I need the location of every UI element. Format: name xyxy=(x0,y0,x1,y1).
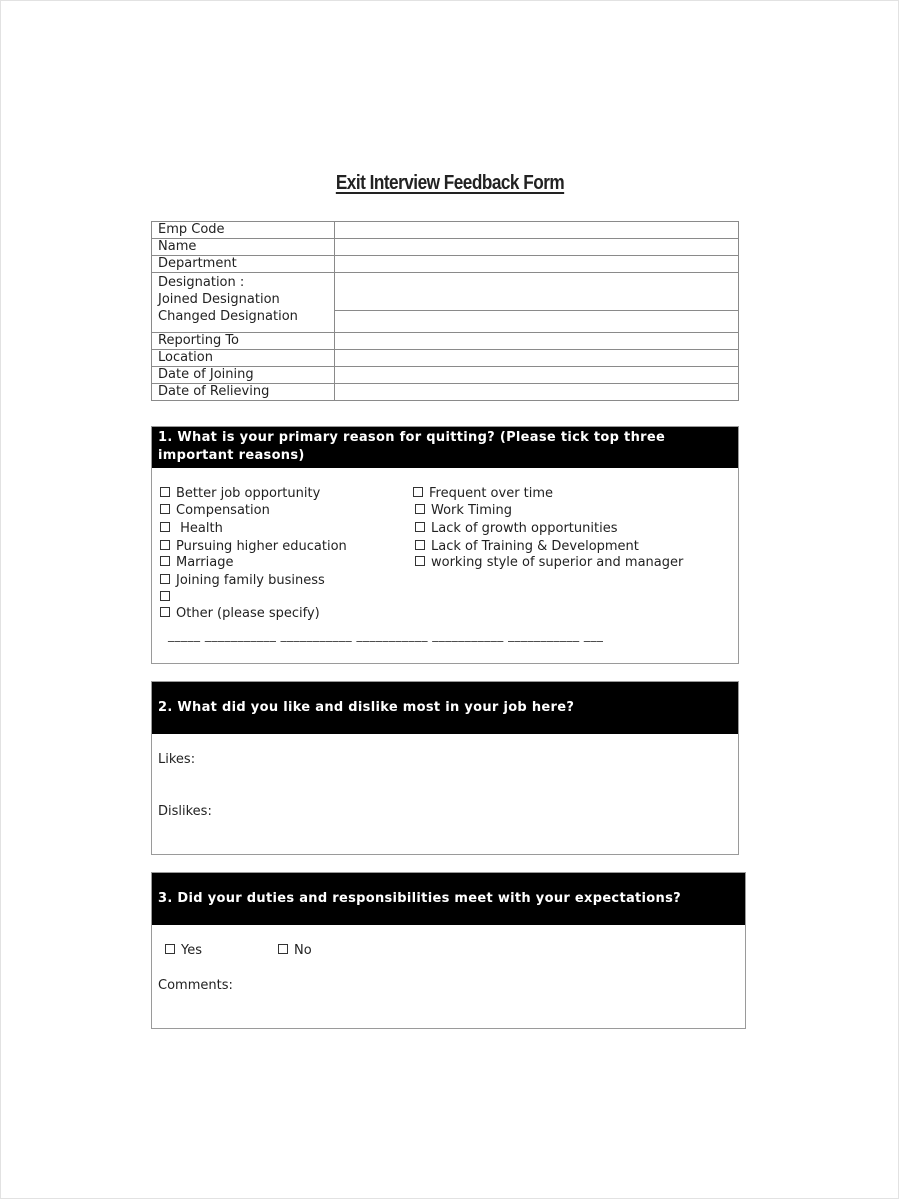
department-field[interactable] xyxy=(335,256,739,273)
option-no[interactable]: No xyxy=(278,943,312,959)
table-row xyxy=(152,384,739,401)
designation-label-cell xyxy=(152,273,335,333)
option-blank[interactable] xyxy=(160,590,176,606)
table-row xyxy=(152,239,739,256)
option-marriage[interactable]: Marriage xyxy=(160,555,233,571)
checkbox-icon[interactable] xyxy=(415,556,425,566)
field-label: Date of Joining xyxy=(152,367,335,384)
location-field[interactable] xyxy=(335,350,739,367)
option-lack-training[interactable]: Lack of Training & Development xyxy=(415,539,639,555)
name-field[interactable] xyxy=(335,239,739,256)
question-2-body xyxy=(152,734,738,854)
checkbox-icon[interactable] xyxy=(160,591,170,601)
checkbox-icon[interactable] xyxy=(160,522,170,532)
option-frequent-overtime[interactable]: Frequent over time xyxy=(413,486,553,502)
date-of-joining-field[interactable] xyxy=(335,367,739,384)
option-lack-growth[interactable]: Lack of growth opportunities xyxy=(415,521,617,537)
other-specify-line[interactable]: _____ ___________ ___________ ___________ ___________ ___________ ___ xyxy=(168,628,604,642)
checkbox-icon[interactable] xyxy=(160,504,170,514)
question-2-header: 2. What did you like and dislike most in your job here? xyxy=(152,682,738,734)
question-text: 1. What is your primary reason for quitting? (Please tick top three xyxy=(158,430,666,445)
checkbox-icon[interactable] xyxy=(415,504,425,514)
table-row xyxy=(152,333,739,350)
question-2-section xyxy=(151,681,739,855)
checkbox-icon[interactable] xyxy=(160,487,170,497)
table-row xyxy=(152,367,739,384)
checkbox-icon[interactable] xyxy=(278,944,288,954)
option-work-timing[interactable]: Work Timing xyxy=(415,503,512,519)
form-title: Exit Interview Feedback Form xyxy=(335,172,565,194)
joined-designation-field[interactable] xyxy=(335,273,739,311)
option-compensation[interactable]: Compensation xyxy=(160,503,270,519)
checkbox-icon[interactable] xyxy=(415,522,425,532)
question-3-body xyxy=(152,925,745,1028)
table-row xyxy=(152,350,739,367)
question-3-section xyxy=(151,872,746,1029)
employee-info-table xyxy=(151,221,739,401)
question-1-section xyxy=(151,426,739,664)
field-label: Name xyxy=(152,239,335,256)
option-yes[interactable]: Yes xyxy=(165,943,202,959)
emp-code-field[interactable] xyxy=(335,222,739,239)
table-row xyxy=(152,222,739,239)
checkbox-icon[interactable] xyxy=(415,540,425,550)
dislikes-label: Dislikes: xyxy=(158,804,212,819)
date-of-relieving-field[interactable] xyxy=(335,384,739,401)
checkbox-icon[interactable] xyxy=(160,540,170,550)
checkbox-icon[interactable] xyxy=(160,574,170,584)
field-label: Date of Relieving xyxy=(152,384,335,401)
option-family-business[interactable]: Joining family business xyxy=(160,573,325,589)
option-other[interactable]: Other (please specify) xyxy=(160,606,320,622)
option-better-job[interactable]: Better job opportunity xyxy=(160,486,320,502)
option-health[interactable]: Health xyxy=(160,521,223,537)
question-text: important reasons) xyxy=(158,448,305,463)
option-higher-education[interactable]: Pursuing higher education xyxy=(160,539,347,555)
question-1-header xyxy=(152,427,738,468)
reporting-to-field[interactable] xyxy=(335,333,739,350)
field-label: Location xyxy=(152,350,335,367)
checkbox-icon[interactable] xyxy=(413,487,423,497)
field-label: Designation : xyxy=(158,275,245,290)
field-label: Department xyxy=(152,256,335,273)
checkbox-icon[interactable] xyxy=(160,607,170,617)
question-3-header: 3. Did your duties and responsibilities meet with your expectations? xyxy=(152,873,745,925)
changed-designation-field[interactable] xyxy=(335,311,739,333)
table-row xyxy=(152,256,739,273)
field-label: Changed Designation xyxy=(158,309,298,324)
field-label: Emp Code xyxy=(152,222,335,239)
checkbox-icon[interactable] xyxy=(165,944,175,954)
comments-label: Comments: xyxy=(158,978,233,993)
table-row xyxy=(152,273,739,311)
checkbox-icon[interactable] xyxy=(160,556,170,566)
likes-label: Likes: xyxy=(158,752,196,767)
option-working-style[interactable]: working style of superior and manager xyxy=(415,555,683,571)
field-label: Reporting To xyxy=(152,333,335,350)
field-label: Joined Designation xyxy=(158,292,280,307)
